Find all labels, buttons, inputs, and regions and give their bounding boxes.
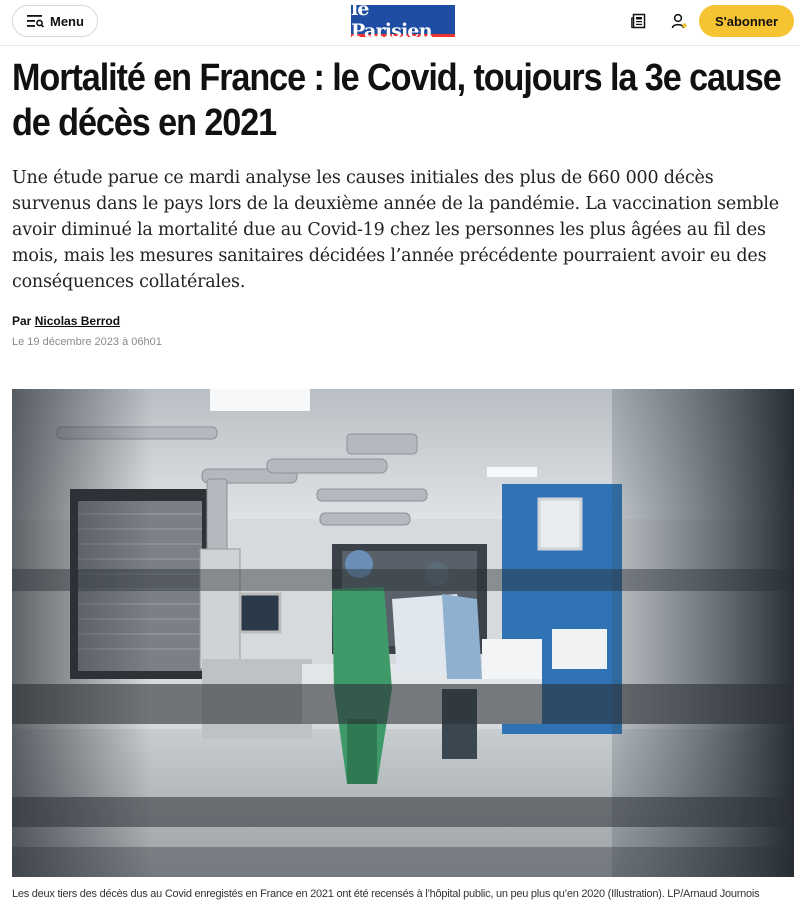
publish-date: Le 19 décembre 2023 à 06h01 (12, 336, 162, 348)
photo-caption: Les deux tiers des décès dus au Covid enregistés en France en 2021 ont été recensés à l’hôpital public, un peu plus qu’en 2020 (Illustration). LP/Arnaud Journois (12, 888, 760, 900)
byline (12, 314, 120, 328)
newspaper-icon[interactable] (630, 12, 648, 30)
byline-prefix: Par (12, 314, 32, 328)
subscribe-button[interactable]: S'abonner (699, 5, 794, 37)
article-title: Mortalité en France : le Covid, toujours la 3e cause de décès en 2021 (12, 57, 781, 144)
top-bar (0, 0, 800, 46)
user-icon[interactable] (670, 12, 688, 30)
menu-icon (27, 15, 44, 28)
menu-button[interactable] (12, 5, 98, 37)
le-parisien-logo[interactable] (351, 0, 455, 42)
article-lead: Une étude parue ce mardi analyse les causes initiales des plus de 660 000 décès survenus dans le pays lors de la deuxième année de la pandémie. La vaccination semble avoir diminué la mortalité due au Covid-19 chez les personnes les plus âgées au fil des mois, mais les mesures sanitaires décidées l’année précédente pourraient avoir eu des conséquences collatérales. (12, 168, 779, 292)
menu-label: Menu (50, 13, 84, 29)
author-link[interactable]: Nicolas Berrod (34, 314, 121, 328)
article-photo (12, 389, 794, 877)
logo-text: le Parisien (351, 0, 432, 42)
